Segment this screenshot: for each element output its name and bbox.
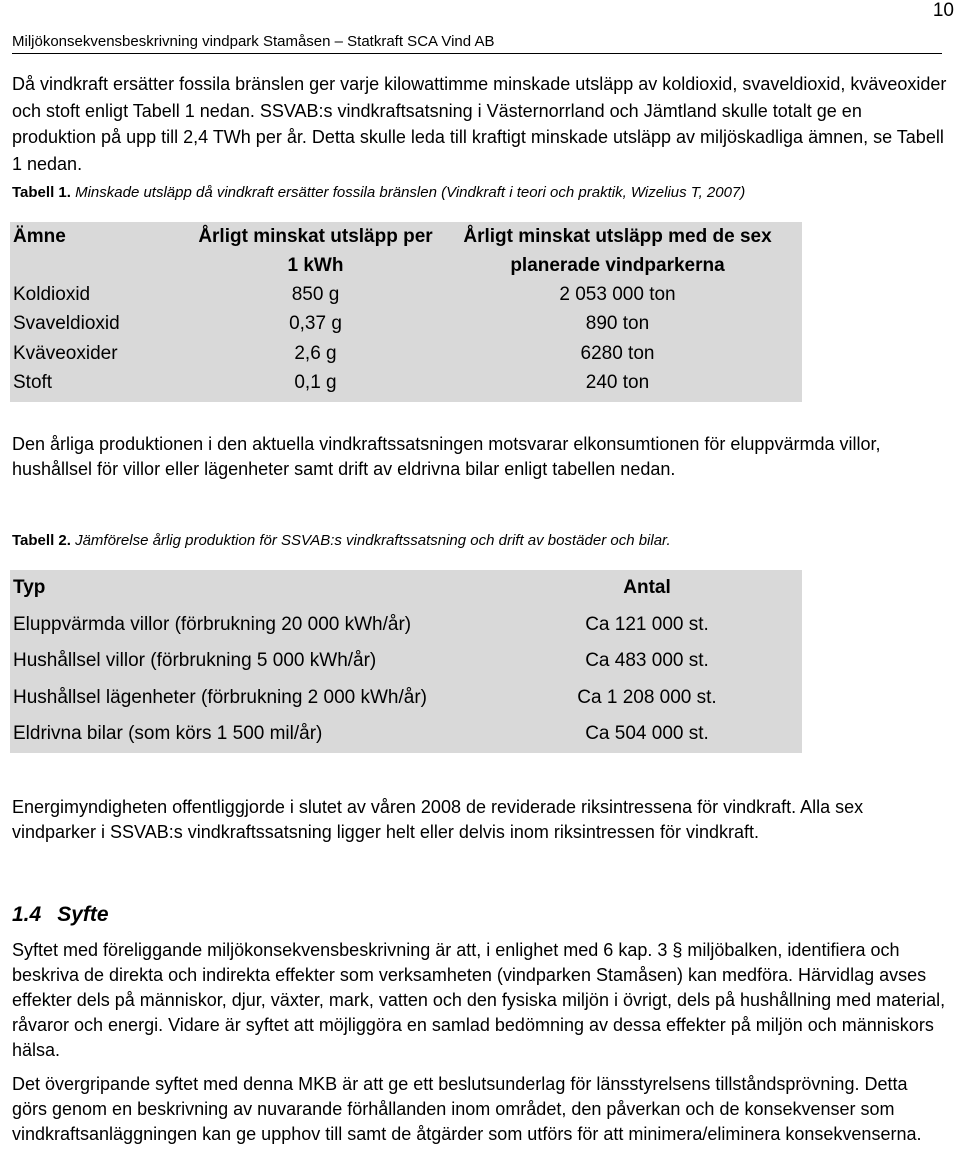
- table-row: [10, 643, 802, 680]
- table-cell: 6280 ton: [580, 342, 655, 364]
- table-cell: 0,37 g: [289, 313, 342, 335]
- table2-caption-label: Tabell 2.: [12, 532, 71, 549]
- table-cell: Ca 1 208 000 st.: [577, 686, 717, 708]
- table-cell: 240 ton: [585, 372, 650, 394]
- table-header-cell: Årligt minskat utsläpp per 1 kWh: [198, 226, 433, 276]
- table-header-cell: Antal: [623, 577, 671, 599]
- table-cell: Hushållsel lägenheter (förbrukning 2 000 kWh/år): [13, 686, 427, 708]
- table-row: [10, 339, 802, 369]
- table-cell: Stoft: [13, 372, 53, 394]
- emissions-table: [10, 222, 802, 402]
- table1-caption-text: Minskade utsläpp då vindkraft ersätter fossila bränslen (Vindkraft i teori och praktik, Wizelius T, 2007): [70, 184, 746, 201]
- table-header-row: [10, 570, 802, 607]
- table-cell: Ca 483 000 st.: [585, 650, 709, 672]
- table-cell: Ca 121 000 st.: [585, 613, 709, 635]
- table1-caption: [12, 184, 947, 201]
- production-paragraph: Den årliga produktionen i den aktuella vindkraftssatsningen motsvarar elkonsumtionen för eluppvärmda villor, hushållsel för villor eller lägenheter samt drift av eldrivna bilar enligt tabellen nedan.: [12, 434, 881, 479]
- table-cell: Svaveldioxid: [13, 313, 120, 335]
- table-cell: 0,1 g: [294, 372, 337, 394]
- table2-caption: [12, 532, 947, 549]
- table-cell: 2,6 g: [294, 342, 337, 364]
- table-cell: Koldioxid: [13, 283, 91, 305]
- table2-caption-text: Jämförelse årlig produktion för SSVAB:s vindkraftssatsning och drift av bostäder och bilar.: [70, 532, 671, 549]
- table-cell: 850 g: [291, 283, 340, 305]
- table-cell: Eluppvärmda villor (förbrukning 20 000 kWh/år): [13, 613, 412, 635]
- purpose-paragraph-2: Det övergripande syftet med denna MKB är att ge ett beslutsunderlag för länsstyrelsens tillståndsprövning. Detta görs genom en beskrivning av nuvarande förhållanden inom området, den påverkan och de konsekvenser som vindkraftsanläggningen kan ge upphov till samt de åtgärder som utförs för att minimera/eliminera konsekvenserna.: [12, 1074, 922, 1144]
- section-title: Syfte: [57, 903, 109, 926]
- section-number: 1.4: [12, 903, 42, 926]
- table-row: [10, 607, 802, 644]
- table-cell: Eldrivna bilar (som körs 1 500 mil/år): [13, 723, 323, 745]
- riksintresse-paragraph: Energimyndigheten offentliggjorde i slutet av våren 2008 de reviderade riksintressena för vindkraft. Alla sex vindparker i SSVAB:s vindkraftssatsning ligger helt eller delvis inom riksintressen för vindkraft.: [12, 797, 864, 842]
- table-cell: 2 053 000 ton: [559, 283, 676, 305]
- table-header-cell: Årligt minskat utsläpp med de sex planerade vindparkerna: [463, 226, 772, 276]
- running-header: Miljökonsekvensbeskrivning vindpark Stamåsen – Statkraft SCA Vind AB: [12, 33, 942, 54]
- purpose-paragraph: Syftet med föreliggande miljökonsekvensbeskrivning är att, i enlighet med 6 kap. 3 § miljöbalken, identifiera och beskriva de direkta och indirekta effekter som verksamheten (vindparken Stamåsen) kan medföra. Härvidlag avses effekter dels på människor, djur, växter, mark, vatten och den fysiska miljön i övrigt, dels på hushållning med material, råvaror och energi. Vidare är syftet att möjliggöra en samlad bedömning av dessa effekter på miljön och människors hälsa.: [12, 940, 946, 1060]
- table-cell: Kväveoxider: [13, 342, 118, 364]
- table-row: [10, 310, 802, 340]
- table-row: [10, 680, 802, 717]
- table-row: [10, 716, 802, 753]
- page-number: 10: [932, 0, 954, 21]
- comparison-table: [10, 570, 802, 753]
- table-header-cell: Ämne: [13, 226, 66, 247]
- table-cell: Hushållsel villor (förbrukning 5 000 kWh/år): [13, 650, 377, 672]
- table-header-cell: Typ: [13, 577, 46, 599]
- section-heading: [12, 903, 109, 927]
- table-row: [10, 369, 802, 403]
- table-row: [10, 280, 802, 310]
- intro-paragraph: Då vindkraft ersätter fossila bränslen ger varje kilowattimme minskade utsläpp av koldioxid, svaveldioxid, kväveoxider och stoft enligt Tabell 1 nedan. SSVAB:s vindkraftsatsning i Västernorrland och Jämtland skulle totalt ge en produktion på upp till 2,4 TWh per år. Detta skulle leda till kraftigt minskade utsläpp av miljöskadliga ämnen, se Tabell 1 nedan.: [12, 74, 947, 174]
- table1-caption-label: Tabell 1.: [12, 184, 71, 201]
- table-header-row: [10, 222, 802, 280]
- table-cell: Ca 504 000 st.: [585, 723, 709, 745]
- table-cell: 890 ton: [585, 313, 650, 335]
